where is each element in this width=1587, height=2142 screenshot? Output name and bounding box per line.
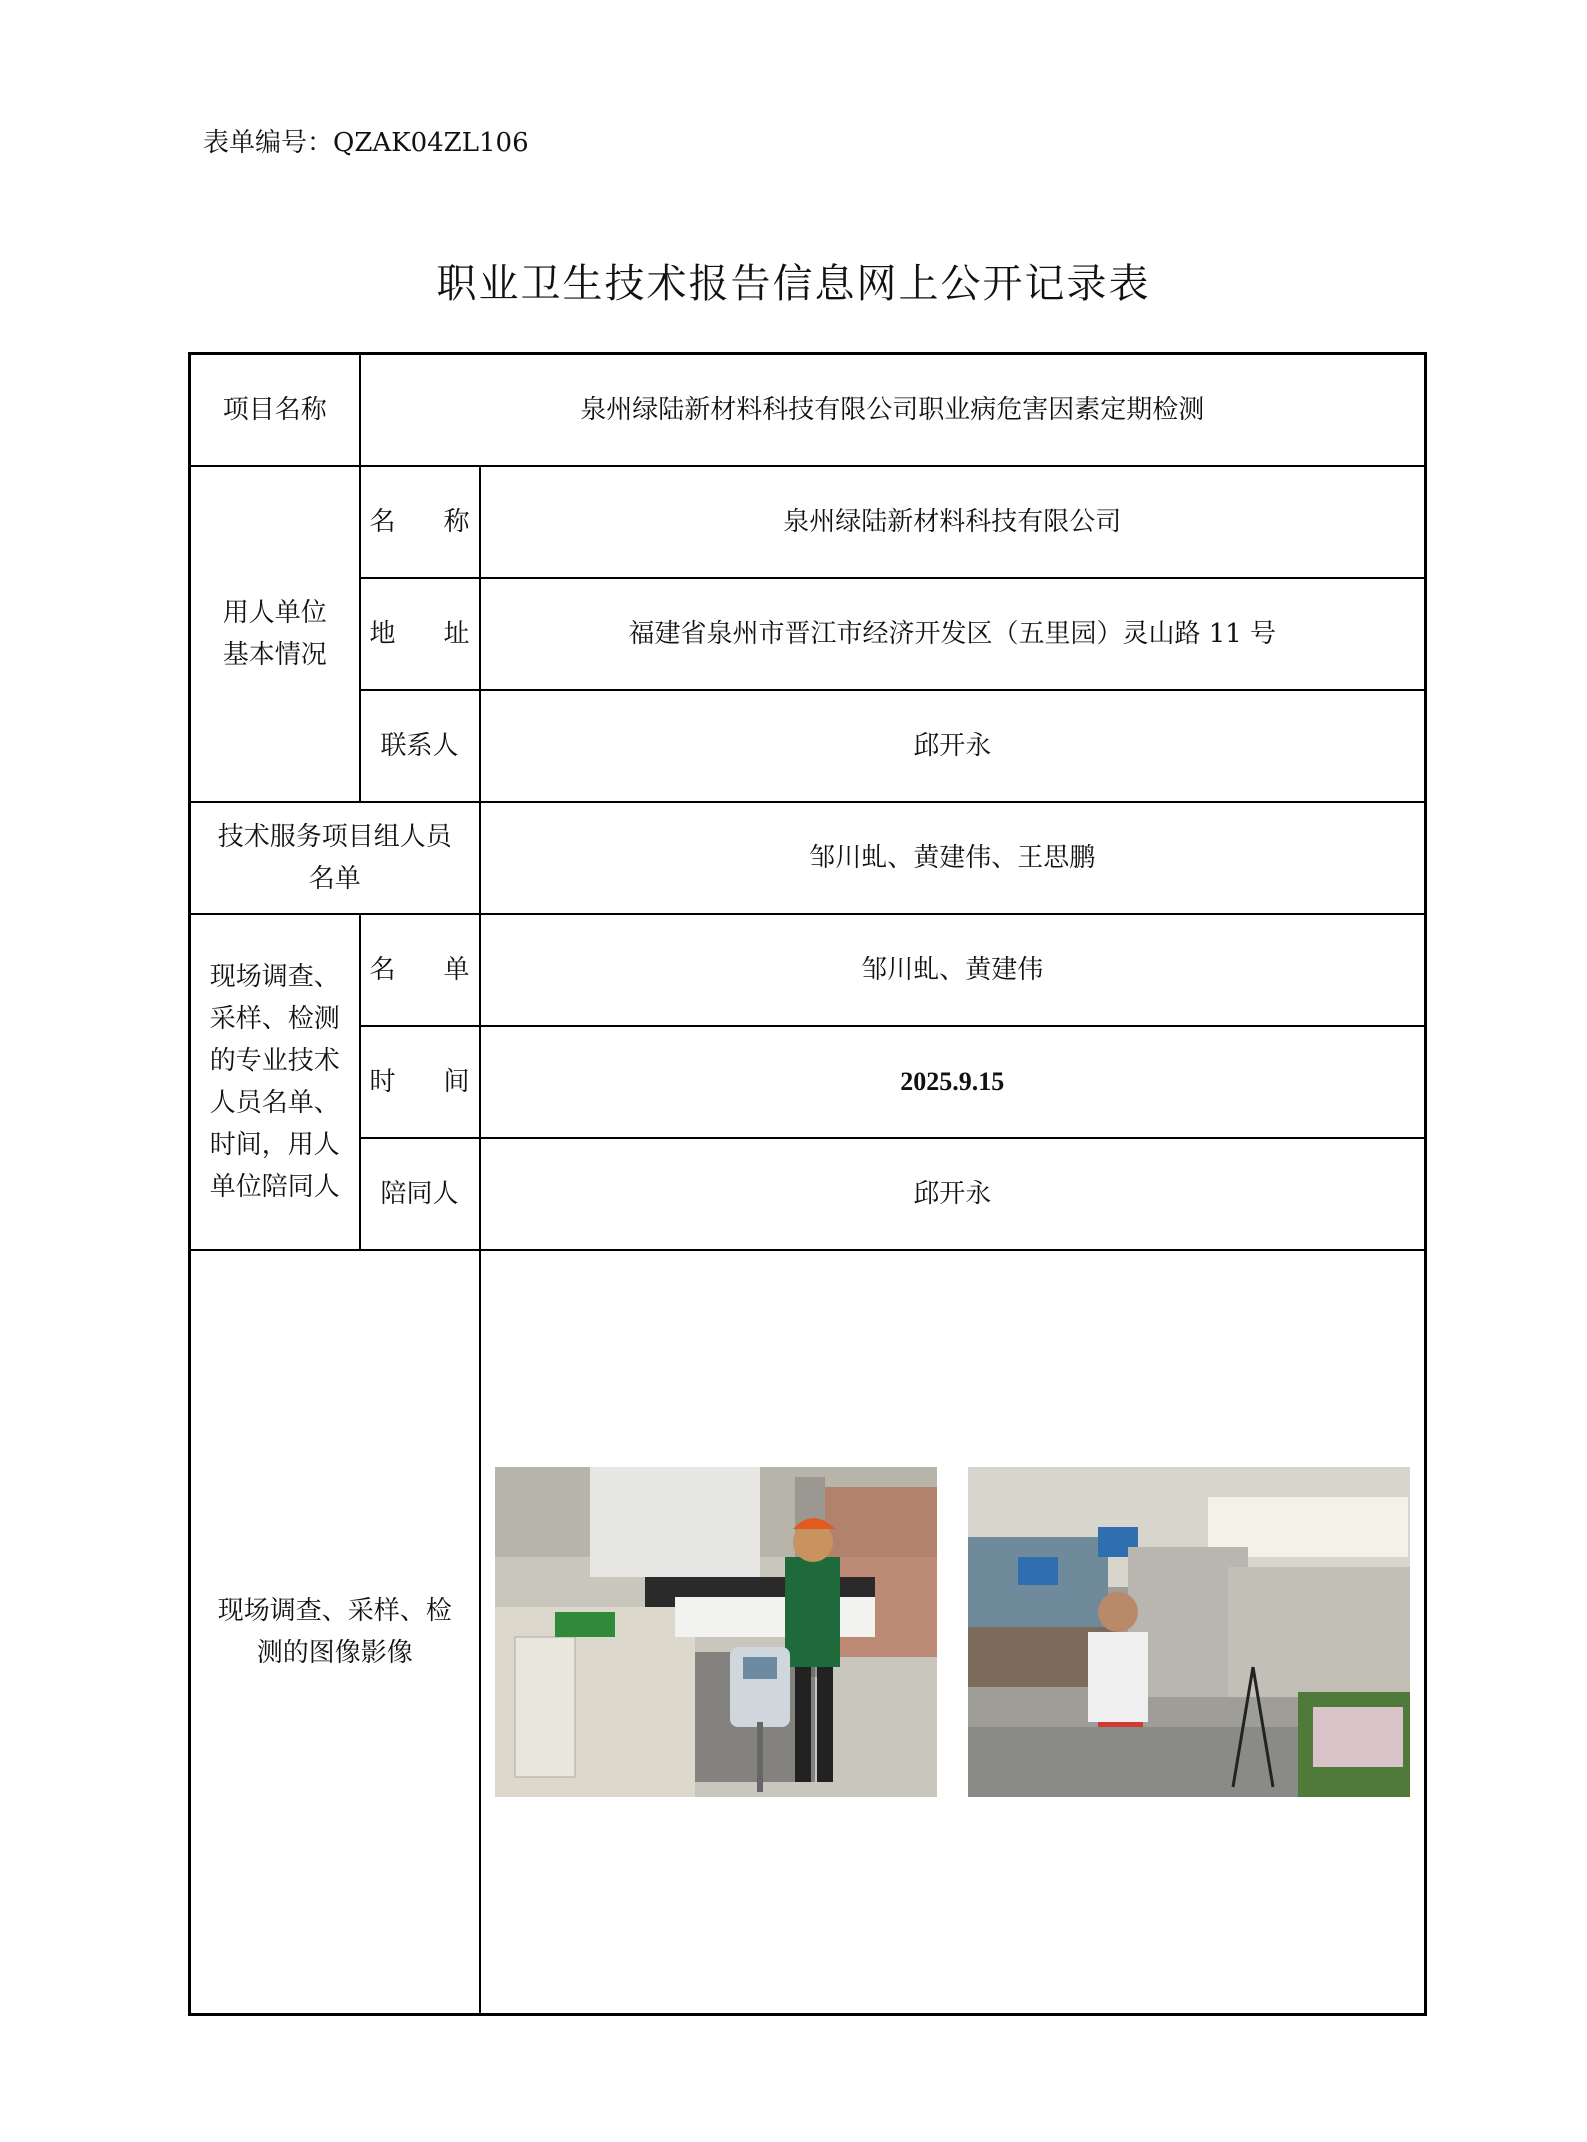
project-value: 泉州绿陆新材料科技有限公司职业病危害因素定期检测: [360, 354, 1426, 466]
survey-names-value: 邹川虬、黄建伟: [480, 914, 1426, 1026]
photo-strip: [489, 1467, 1417, 1797]
record-table: [188, 352, 1427, 2016]
survey-time-label: 时 间: [360, 1026, 480, 1138]
row-survey-names: [190, 914, 1426, 1026]
team-label: [190, 802, 480, 914]
row-employer-name: [190, 466, 1426, 578]
employer-address-value: 福建省泉州市晋江市经济开发区（五里园）灵山路 11 号: [480, 578, 1426, 690]
survey-names-label: 名 单: [360, 914, 480, 1026]
row-employer-contact: [190, 690, 1426, 802]
employer-group-label-line2: 基本情况: [222, 639, 327, 670]
survey-group-label-line: 人员名单、: [209, 1087, 340, 1118]
employer-address-label: 地 址: [360, 578, 480, 690]
row-survey-escort: [190, 1138, 1426, 1250]
document-title: 职业卫生技术报告信息网上公开记录表: [436, 261, 1151, 307]
site-photo-1: [495, 1467, 937, 1797]
employer-name-label: 名 称: [360, 466, 480, 578]
survey-group-label-line: 现场调查、: [209, 961, 340, 992]
survey-group-label-line: 时间，用人: [209, 1129, 340, 1160]
images-label-line1: 现场调查、采样、检: [217, 1595, 452, 1626]
row-team: [190, 802, 1426, 914]
survey-time-value: 2025.9.15: [480, 1026, 1426, 1138]
employer-contact-value: 邱开永: [480, 690, 1426, 802]
row-images: [190, 1250, 1426, 2015]
survey-escort-value: 邱开永: [480, 1138, 1426, 1250]
row-employer-address: [190, 578, 1426, 690]
survey-group-label: [190, 914, 360, 1250]
survey-group-label-line: 单位陪同人: [209, 1171, 340, 1202]
row-survey-time: [190, 1026, 1426, 1138]
survey-group-label-line: 采样、检测: [209, 1003, 340, 1034]
images-cell: [480, 1250, 1426, 2015]
team-label-line2: 名单: [308, 863, 361, 894]
project-label: 项目名称: [190, 354, 360, 466]
employer-contact-label: 联系人: [360, 690, 480, 802]
employer-group-label-line1: 用人单位: [222, 597, 327, 628]
images-label: [190, 1250, 480, 2015]
site-photo-2: [968, 1467, 1410, 1797]
employer-name-value: 泉州绿陆新材料科技有限公司: [480, 466, 1426, 578]
team-value: 邹川虬、黄建伟、王思鹏: [480, 802, 1426, 914]
row-project: [190, 354, 1426, 466]
survey-group-label-line: 的专业技术: [209, 1045, 340, 1076]
survey-escort-label: 陪同人: [360, 1138, 480, 1250]
form-number: 表单编号：QZAK04ZL106: [203, 128, 529, 158]
team-label-line1: 技术服务项目组人员: [217, 821, 452, 852]
employer-group-label: [190, 466, 360, 802]
images-label-line2: 测的图像影像: [256, 1637, 413, 1668]
